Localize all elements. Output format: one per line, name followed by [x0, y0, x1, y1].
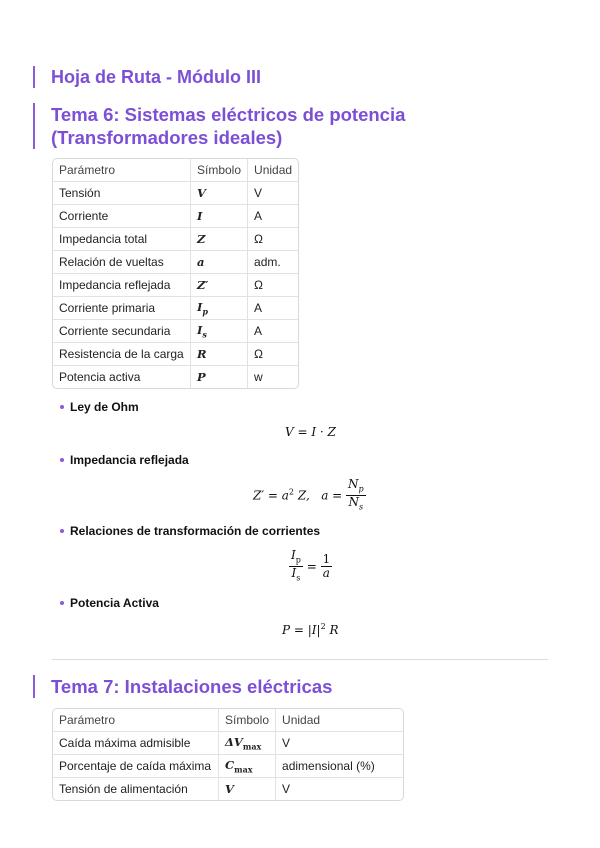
param-cell: Porcentaje de caída máxima	[53, 755, 219, 778]
topic-6-parameter-table	[52, 158, 299, 389]
unit-cell: A	[248, 297, 298, 320]
formula-title: Impedancia reflejada	[70, 453, 189, 467]
param-cell: Corriente secundaria	[53, 320, 191, 343]
table-row	[53, 228, 298, 251]
unit-cell: V	[282, 782, 291, 796]
bullet-dot	[60, 458, 64, 462]
formula-title: Relaciones de transformación de corrientes	[70, 524, 321, 538]
table-row	[53, 755, 403, 778]
page-title: Hoja de Ruta - Módulo III	[33, 66, 261, 88]
bullet-current-ratio	[60, 524, 320, 538]
symbol-cell: P	[191, 366, 248, 388]
symbol-cell: V	[219, 778, 276, 800]
unit-cell: adimensional (%)	[276, 755, 403, 778]
ohm-law-formula: V = I · Z	[285, 425, 336, 439]
reflected-impedance-formula: $Z' = a^2$ Z, a = $\frac{N_p}{N_s}$	[253, 477, 364, 512]
table-row	[53, 297, 298, 320]
table-row	[53, 251, 298, 274]
active-power-formula: $P = |I|^2$ R	[282, 622, 339, 637]
header-parameter: Parámetro	[53, 159, 191, 182]
table-row	[53, 182, 298, 205]
unit-cell: adm.	[248, 251, 298, 274]
symbol-cell: $\Delta V_{max}$	[219, 732, 276, 755]
table-row	[53, 205, 298, 228]
header-parameter: Parámetro	[53, 709, 219, 732]
param-cell: Relación de vueltas	[53, 251, 191, 274]
bullet-dot	[60, 601, 64, 605]
bullet-ohm-law	[60, 400, 139, 414]
symbol-cell: $C_{max}$	[219, 755, 276, 778]
table-row	[53, 320, 298, 343]
unit-cell: Ω	[248, 343, 298, 366]
param-cell: Tensión de alimentación	[53, 778, 219, 800]
topic-7-parameter-table	[52, 708, 404, 801]
current-fraction: $\frac{I_p}{I_s}$	[291, 548, 301, 583]
param-cell: Impedancia total	[53, 228, 191, 251]
table-row	[53, 732, 403, 755]
param-cell: Resistencia de la carga	[53, 343, 191, 366]
header-symbol: Símbolo	[219, 709, 276, 732]
symbol-cell: R	[191, 343, 248, 366]
table-row	[53, 343, 298, 366]
param-cell: Impedancia reflejada	[53, 274, 191, 297]
param-cell: Caída máxima admisible	[53, 732, 219, 755]
symbol-cell: $I_s$	[191, 320, 248, 343]
unit-cell: V	[276, 732, 403, 755]
param-cell: Tensión	[53, 182, 191, 205]
symbol-cell: I	[191, 205, 248, 228]
symbol-cell: a	[191, 251, 248, 274]
table-row	[53, 366, 298, 388]
bullet-dot	[60, 529, 64, 533]
topic-6-heading: Tema 6: Sistemas eléctricos de potencia (Transformadores ideales)	[33, 103, 551, 149]
param-cell: Potencia activa	[53, 366, 191, 388]
header-unit: Unidad	[248, 159, 298, 182]
unit-cell: w	[254, 370, 263, 384]
current-ratio-formula: $\frac{I_p}{I_s}$ = $\frac{1}{a}$	[291, 548, 331, 583]
bullet-active-power	[60, 596, 159, 610]
inverse-ratio-fraction: $\frac{1}{a}$	[322, 552, 331, 581]
unit-cell: Ω	[248, 228, 298, 251]
unit-cell: Ω	[248, 274, 298, 297]
unit-cell: A	[248, 320, 298, 343]
header-symbol: Símbolo	[191, 159, 248, 182]
symbol-cell: Z	[191, 228, 248, 251]
table-row	[53, 274, 298, 297]
bullet-dot	[60, 405, 64, 409]
turns-ratio-fraction: $\frac{N_p}{N_s}$	[348, 477, 364, 512]
symbol-cell: $I_p$	[191, 297, 248, 320]
symbol-cell: V	[191, 182, 248, 205]
table-header-row	[53, 709, 403, 732]
formula-title: Potencia Activa	[70, 596, 159, 610]
table-header-row	[53, 159, 298, 182]
table-row	[53, 778, 403, 800]
bullet-reflected-impedance	[60, 453, 189, 467]
header-unit: Unidad	[276, 709, 403, 732]
section-divider	[52, 659, 548, 660]
topic-7-heading: Tema 7: Instalaciones eléctricas	[33, 675, 332, 698]
formula-title: Ley de Ohm	[70, 400, 139, 414]
unit-cell: A	[248, 205, 298, 228]
param-cell: Corriente primaria	[53, 297, 191, 320]
param-cell: Corriente	[53, 205, 191, 228]
symbol-cell: Z′	[191, 274, 248, 297]
unit-cell: V	[248, 182, 298, 205]
